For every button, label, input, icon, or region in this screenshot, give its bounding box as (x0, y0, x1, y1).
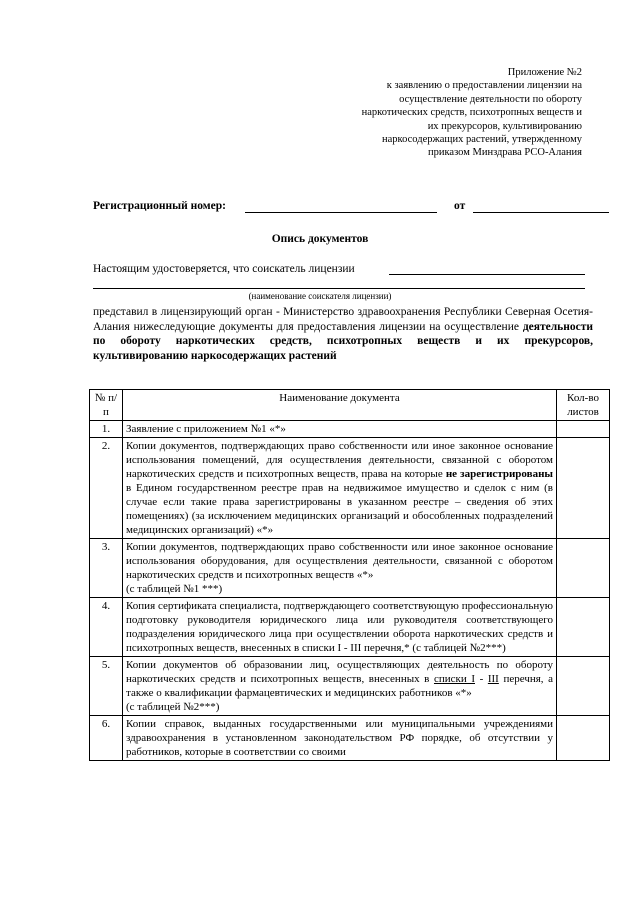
doc-text: Заявление с приложением №1 «*» (126, 423, 286, 435)
appendix-header (302, 66, 582, 160)
table-row (90, 438, 610, 539)
header-count: Кол-во листов (557, 390, 610, 421)
doc-text-bold: не зарегистрированы (445, 468, 554, 480)
table-row (90, 657, 610, 716)
row-count (557, 421, 610, 438)
doc-text: Копии документов, подтверждающих право собственности или иное законное основание использования помещений, для осуществления деятельности, связанной с оборотом наркотических средств и психотропных веществ, права на которые (126, 440, 553, 480)
row-count (557, 539, 610, 598)
doc-note: (с таблицей №2***) (126, 701, 220, 713)
header-num: № п/п (90, 390, 123, 421)
registration-date-blank (473, 212, 609, 213)
documents-table (89, 389, 610, 761)
row-count (557, 598, 610, 657)
header-name: Наименование документа (123, 390, 557, 421)
appendix-line: наркосодержащих растений, утвержденному (382, 134, 582, 146)
row-number: 6. (90, 716, 123, 761)
row-document (123, 657, 557, 716)
doc-note: (с таблицей №1 ***) (126, 583, 223, 595)
table-row (90, 539, 610, 598)
row-number: 4. (90, 598, 123, 657)
table-row (90, 598, 610, 657)
intro-paragraph (93, 305, 593, 363)
table-row (90, 716, 610, 761)
appendix-line: приказом Минздрава РСО-Алания (428, 147, 582, 159)
table-header-row (90, 390, 610, 421)
row-document (123, 421, 557, 438)
document-title: Опись документов (271, 233, 369, 245)
appendix-line: к заявлению о предоставлении лицензии на (386, 80, 582, 92)
appendix-line: осуществление деятельности по обороту (399, 93, 582, 105)
row-document (123, 716, 557, 761)
intro-bold: деятельности по обороту наркотических средств, психотропных веществ и их прекурсоров, культивированию наркосодержащих растений (93, 320, 594, 362)
row-document (123, 539, 557, 598)
row-number: 3. (90, 539, 123, 598)
row-count (557, 438, 610, 539)
doc-text-underlined: списки I (433, 673, 475, 685)
doc-text: перечня, а также о квалификации фармацевтических и медицинских работников «*» (126, 673, 554, 699)
row-document (123, 598, 557, 657)
row-document (123, 438, 557, 539)
intro-plain: представил в лицензирующий орган - Министерство здравоохранения Республики Северная Осетия-Алания нижеследующие документы для предоставления лицензии на осуществление (93, 306, 593, 333)
doc-text: Копии справок, выданных государственными или муниципальными учреждениями здравоохранения в установленном законодательством РФ порядке, об отсутствии у работников, которые в соответствии со своими (126, 718, 553, 758)
certify-text: Настоящим удостоверяется, что соискатель лицензии (93, 263, 355, 275)
doc-text: Копия сертификата специалиста, подтверждающего соответствующую профессиональную подготовку руководителя юридического лица или руководителя соответствующего подразделения юридического лица при осуществлении оборота наркотических средств и психотропных веществ, внесенных в списки I - III перечня,* (с таблицей №2***) (126, 600, 553, 654)
registration-number-blank (245, 212, 437, 213)
appendix-line: Приложение №2 (507, 67, 582, 78)
row-number: 5. (90, 657, 123, 716)
applicant-caption: (наименование соискателя лицензии) (248, 291, 392, 301)
appendix-line: наркотических средств, психотропных веществ и (361, 107, 582, 119)
applicant-blank-line (93, 288, 585, 289)
doc-text: Копии документов об образовании лиц, осуществляющих деятельность по обороту наркотических средств и психотропных веществ, внесенных в (126, 659, 553, 685)
doc-text: Копии документов, подтверждающих право собственности или иное законное основание использования оборудования, для осуществления деятельности, связанной с оборотом наркотических средств и психотропных веществ «*» (126, 541, 553, 581)
table-row (90, 421, 610, 438)
row-count (557, 716, 610, 761)
registration-label: Регистрационный номер: (93, 200, 226, 212)
row-count (557, 657, 610, 716)
doc-text: - (479, 673, 484, 685)
row-number: 2. (90, 438, 123, 539)
registration-row (93, 200, 613, 216)
doc-text: в Едином государственном реестре прав на недвижимое имущество и сделок с ним (в случае если такие права зарегистрированы в указанном реестре – сведения об этих помещениях) (за исключением медицинских организаций и обособленных подразделений медицинских организаций) «*» (126, 482, 553, 536)
registration-date-label: от (454, 200, 466, 212)
row-number: 1. (90, 421, 123, 438)
appendix-line: их прекурсоров, культивированию (427, 120, 582, 132)
doc-text-underlined: III (487, 673, 499, 685)
applicant-blank (389, 274, 585, 275)
